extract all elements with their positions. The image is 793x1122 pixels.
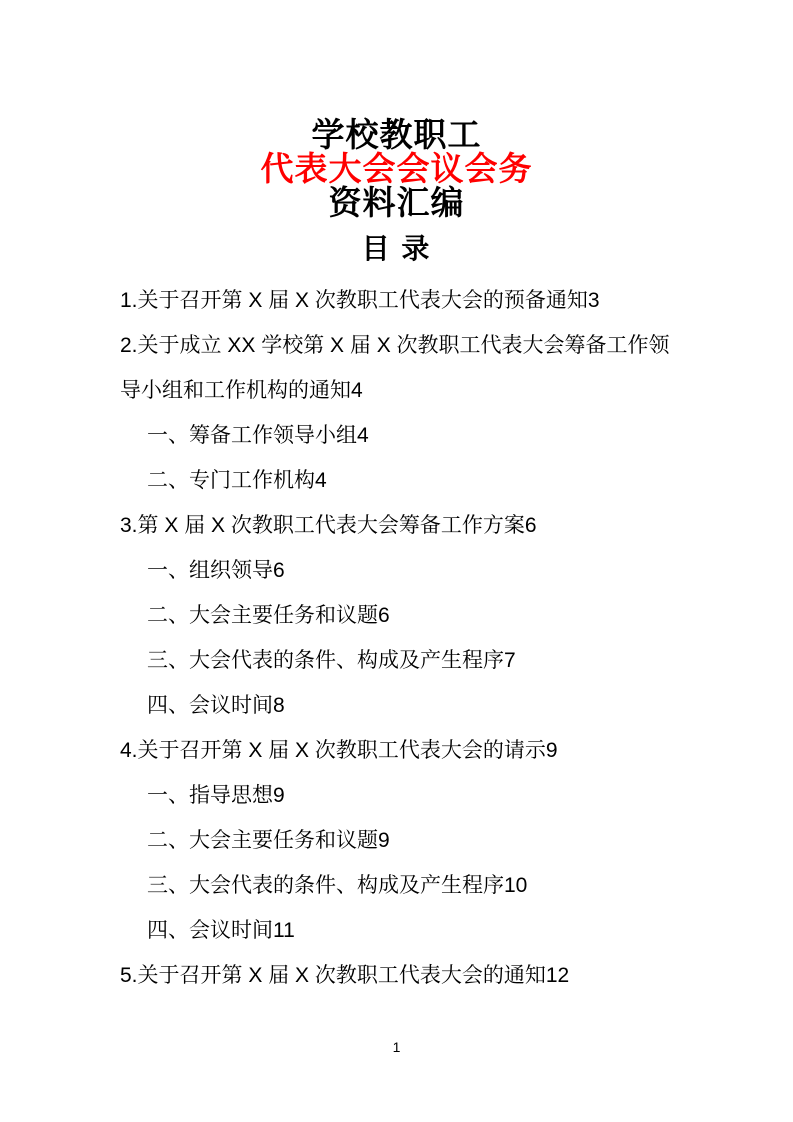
toc-entry[interactable] (120, 818, 673, 863)
toc-entry[interactable] (120, 278, 673, 323)
toc-entry-label: 三、大会代表的条件、构成及产生程序 (147, 649, 504, 672)
toc-page-number: 9 (273, 784, 285, 807)
document-title (120, 118, 673, 266)
toc-page-number: 9 (378, 829, 390, 852)
title-line-2: 代表大会会议会务 (260, 150, 533, 187)
toc-entry[interactable] (120, 863, 673, 908)
toc-entry[interactable] (120, 908, 673, 953)
toc-entry[interactable] (120, 683, 673, 728)
toc-entry[interactable] (120, 638, 673, 683)
toc-page-number: 6 (273, 559, 285, 582)
page-content (0, 118, 793, 998)
toc-entry[interactable] (120, 413, 673, 458)
toc-page-number: 10 (504, 874, 528, 897)
toc-page-number: 12 (545, 964, 570, 987)
title-line-1: 学校教职工 (311, 116, 482, 153)
toc-entry[interactable] (120, 323, 673, 413)
toc-page-number: 3 (587, 289, 600, 312)
toc-entry-label: 3.第 X 届 X 次教职工代表大会筹备工作方案 (120, 514, 525, 537)
toc-page-number: 6 (378, 604, 390, 627)
toc-entry[interactable] (120, 953, 673, 998)
toc-page-number: 7 (504, 649, 516, 672)
toc-page-number: 4 (357, 424, 369, 447)
toc-entry-label: 四、会议时间 (147, 694, 273, 717)
page-number: 1 (392, 1039, 401, 1055)
toc-entry-label: 一、指导思想 (147, 784, 273, 807)
toc-page-number: 4 (315, 469, 327, 492)
page-footer (0, 1039, 793, 1057)
toc-entry[interactable] (120, 503, 673, 548)
toc-entry[interactable] (120, 728, 673, 773)
toc-entry-label: 二、大会主要任务和议题 (147, 829, 378, 852)
toc-entry-label: 4.关于召开第 X 届 X 次教职工代表大会的请示 (120, 739, 546, 762)
toc-entry[interactable] (120, 593, 673, 638)
toc-page-number: 9 (545, 739, 558, 762)
toc-heading: 目 录 (361, 233, 432, 264)
toc-page-number: 11 (273, 919, 295, 942)
toc-entry[interactable] (120, 548, 673, 593)
toc-page-number: 8 (273, 694, 285, 717)
table-of-contents (120, 278, 673, 998)
toc-entry-label: 一、筹备工作领导小组 (147, 424, 357, 447)
title-line-3: 资料汇编 (328, 184, 465, 221)
toc-entry-label: 二、大会主要任务和议题 (147, 604, 378, 627)
toc-entry[interactable] (120, 458, 673, 503)
toc-entry-label: 5.关于召开第 X 届 X 次教职工代表大会的通知 (120, 964, 546, 987)
toc-entry-label: 一、组织领导 (147, 559, 273, 582)
toc-entry-label: 2.关于成立 XX 学校第 X 届 X 次教职工代表大会筹备工作领导小组和工作机构的通知 (120, 334, 670, 402)
toc-entry-label: 二、专门工作机构 (147, 469, 315, 492)
toc-entry-label: 四、会议时间 (147, 919, 273, 942)
toc-entry-label: 1.关于召开第 X 届 X 次教职工代表大会的预备通知 (120, 289, 588, 312)
toc-entry[interactable] (120, 773, 673, 818)
toc-page-number: 4 (351, 379, 363, 402)
toc-page-number: 6 (524, 514, 537, 537)
toc-entry-label: 三、大会代表的条件、构成及产生程序 (147, 874, 504, 897)
